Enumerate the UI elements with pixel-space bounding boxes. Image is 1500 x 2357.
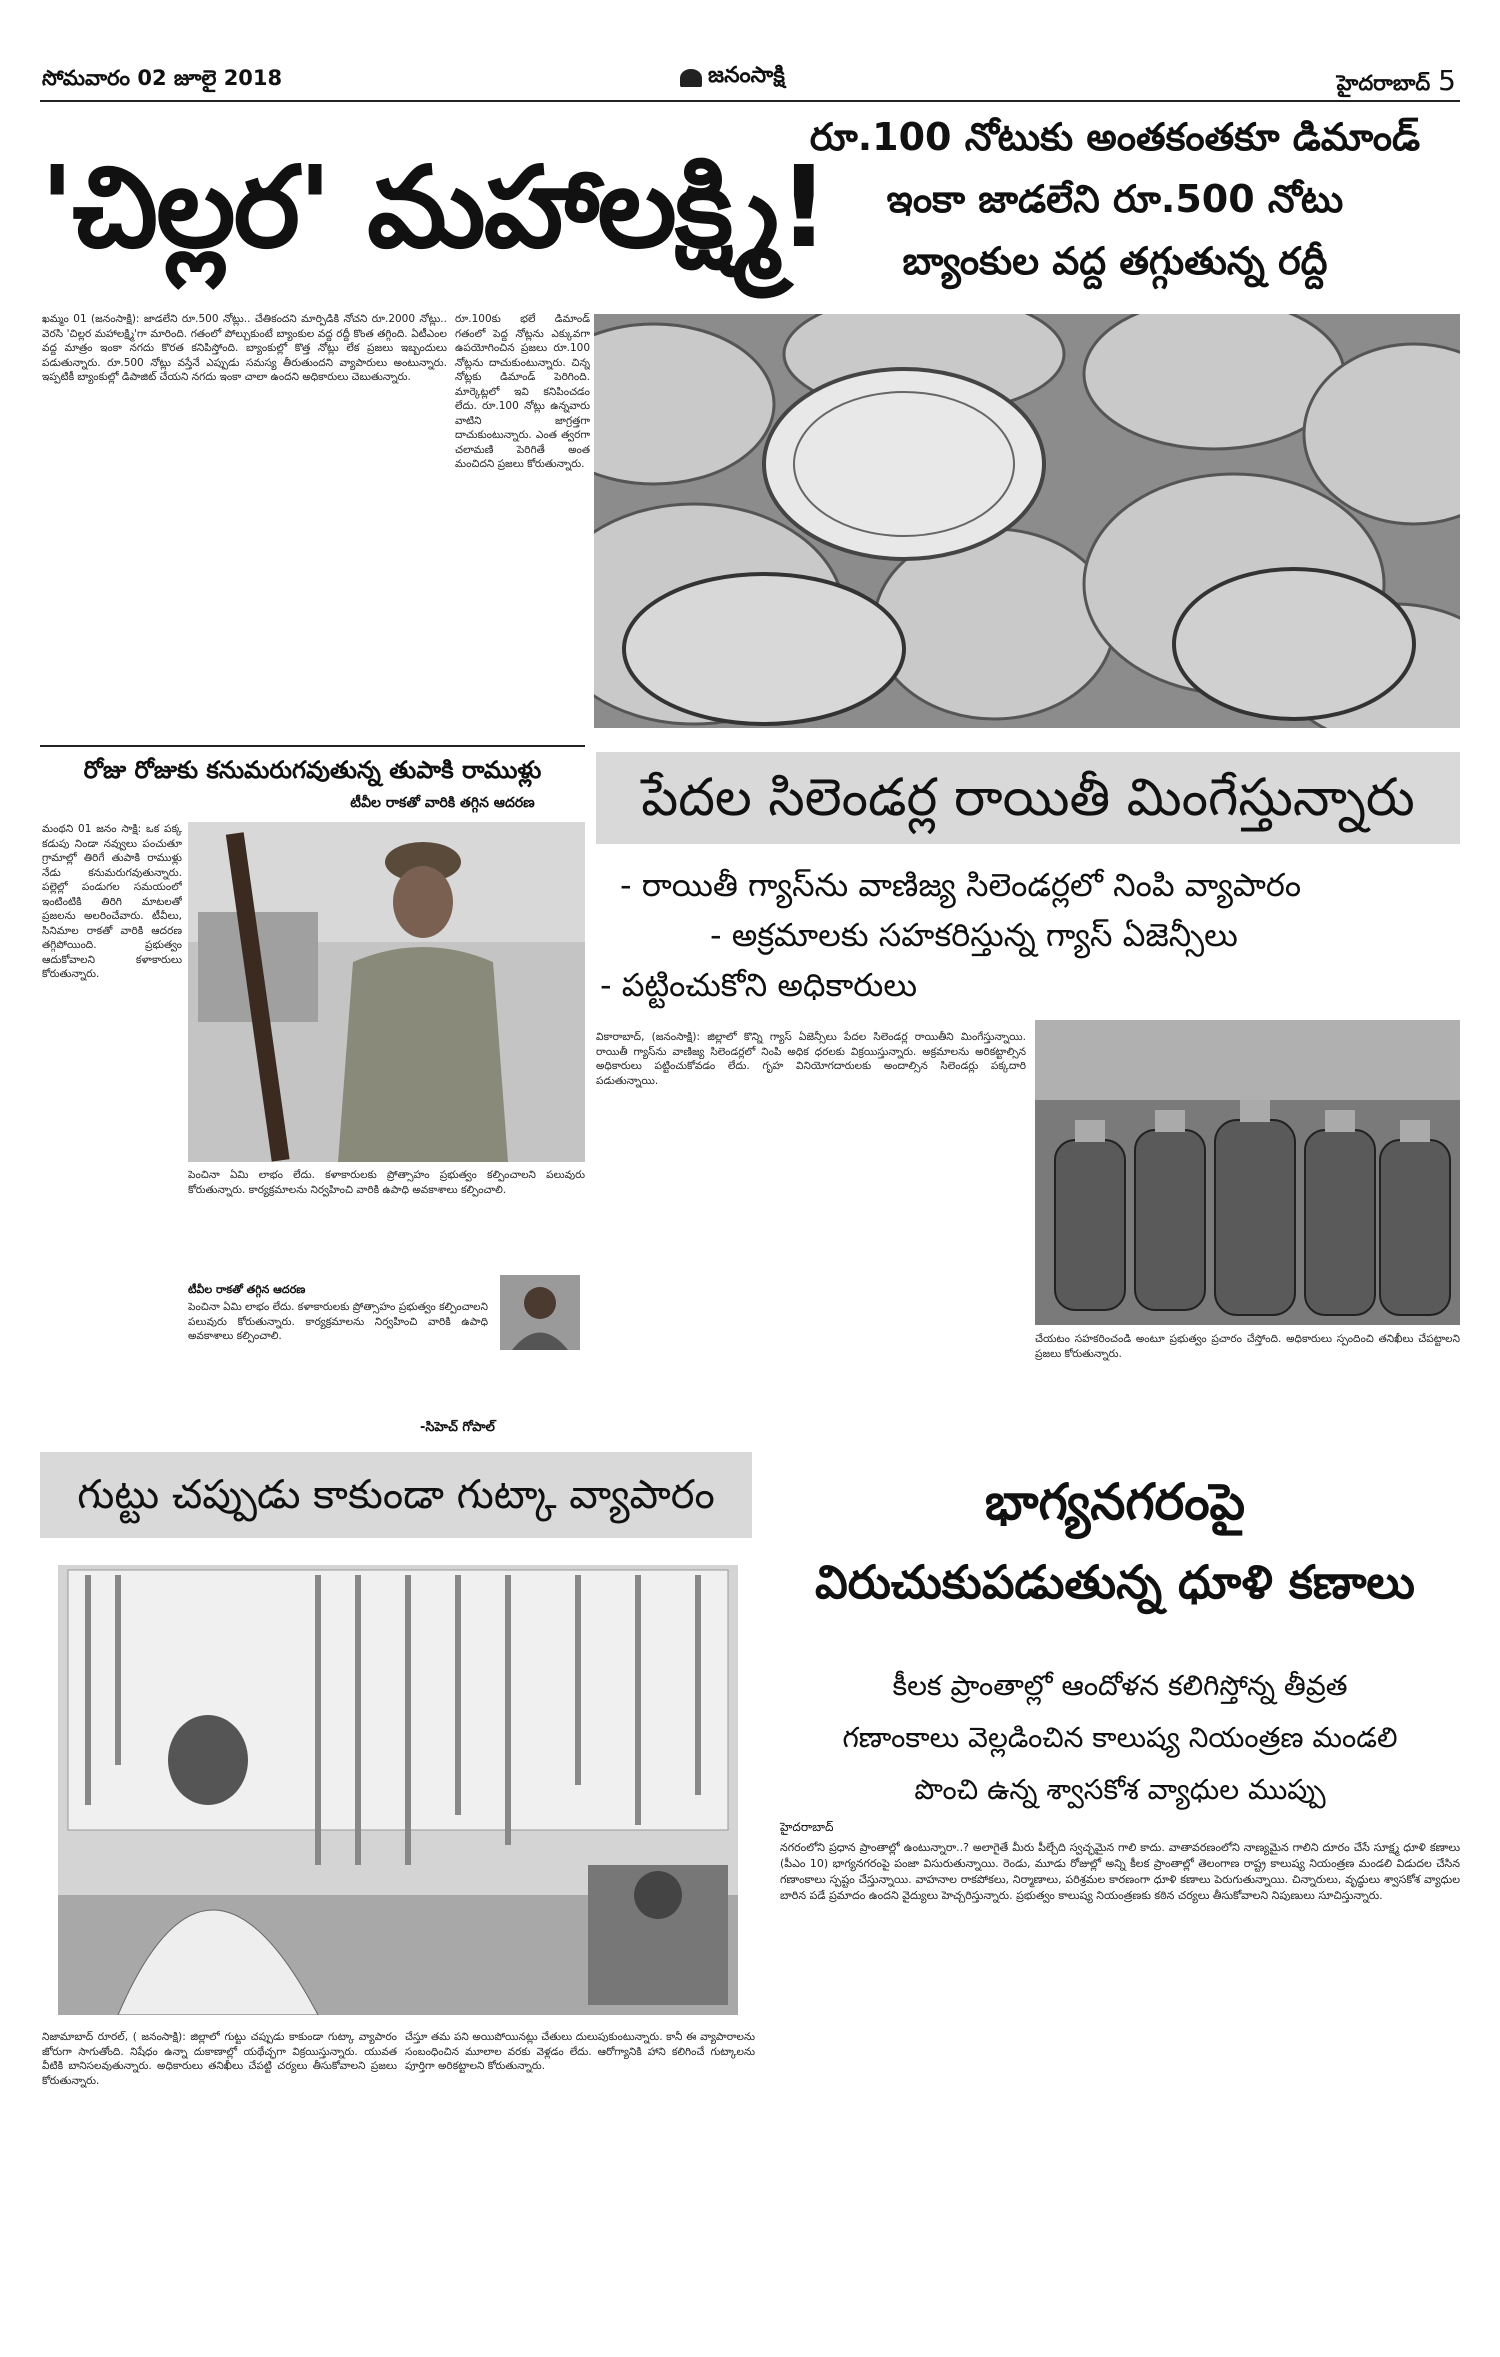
cylinders-image: [1035, 1020, 1460, 1325]
story-gutka-body: నిజామాబాద్ రూరల్, ( జనంసాక్షి): జిల్లాలో గుట్టు చప్పుడు కాకుండా గుట్కా వ్యాపారం జోరుగా సాగుతోంది. నిషేధం ఉన్నా దుకాణాల్లో యథేచ్ఛగా విక్రయిస్తున్నారు. యువత వీటికి బానిసలవుతున్నారు. అధికారులు తనిఖీలు చేపట్టి చర్యలు తీసుకోవాలని ప్రజలు కోరుతున్నారు.: [42, 2031, 397, 2087]
gutka-shop-photo: [58, 1565, 738, 2015]
story-dust-dateline: హైదరాబాద్: [780, 1820, 834, 1834]
story-cylinder-banner: [596, 752, 1460, 844]
folio-right: [1337, 64, 1456, 101]
coins-photo: [594, 314, 1460, 728]
bullet-3: - పట్టించుకోని అధికారులు: [600, 966, 918, 1004]
story-chillara-deck: [770, 106, 1460, 292]
reporter-image: [500, 1275, 580, 1350]
story-cylinder-headline: పేదల సిలెండర్ల రాయితీ మింగేస్తున్నారు: [641, 768, 1415, 828]
dust-headline-line2: విరుచుకుపడుతున్న ధూళి కణాలు: [815, 1555, 1415, 1609]
bullet-2: - అక్రమాలకు సహకరిస్తున్న గ్యాస్ ఏజెన్సీలు: [710, 916, 1238, 954]
ramullu-thumb-caption: [188, 1278, 488, 1299]
story-gutka-headline: గుట్టు చప్పుడు కాకుండా గుట్కా వ్యాపారం: [77, 1472, 715, 1518]
story-cylinder-body2: చేయటం సహకరించండి అంటూ ప్రభుత్వం ప్రచారం చేస్తోంది. అధికారులు స్పందించి తనిఖీలు చేపట్టాలని ప్రజలు కోరుతున్నారు.: [1035, 1333, 1460, 1360]
story-gutka-body2: చేస్తూ తమ పని అయిపోయినట్లు చేతులు దులుపుకుంటున్నారు. కానీ ఈ వ్యాపారాలను సంబంధించిన మూలాల వరకు వెళ్లడం లేదు. ఆరోగ్యానికి హాని కలిగించే గుట్కాలను పూర్తిగా అరికట్టాలని కోరుతున్నారు.: [405, 2031, 755, 2072]
story-ramullu-tail: పెంచినా ఏమి లాభం లేదు. కళాకారులకు ప్రోత్సాహం ప్రభుత్వం కల్పించాలని పలువురు కోరుతున్నారు. కార్యక్రమాలను నిర్వహించి వారికి ఉపాధి అవకాశాలు కల్పించాలి.: [188, 1301, 488, 1342]
paper-logo: [680, 64, 785, 92]
deck-line-3: బ్యాంకుల వద్ద తగ్గుతున్న రద్దీ: [902, 239, 1328, 283]
story-cylinder-bullets: [600, 860, 1460, 1010]
ramullu-image: [188, 822, 585, 1162]
story-ramullu-subhead: టీవీల రాకతో వారికి తగ్గిన ఆదరణ: [350, 795, 535, 811]
story-dust-body: నగరంలోని ప్రధాన ప్రాంతాల్లో ఉంటున్నారా..? అలాగైతే మీరు పీల్చేది స్వచ్ఛమైన గాలి కాదు. వాతావరణంలోని నాణ్యమైన గాలిని దూరం చేసే సూక్ష్మ ధూళి కణాలు (పీఎం 10) భాగ్యనగరంపై పంజా విసురుతున్నాయి. రెండు, మూడు రోజుల్లో అన్ని కీలక ప్రాంతాల్లో తెలంగాణ రాష్ట్ర కాలుష్య నియంత్రణ మండలి విడుదల చేసిన గణాంకాలు స్పష్టం చేస్తున్నాయి. వాహనాల రాకపోకలు, నిర్మాణాలు, పరిశ్రమల కారణంగా ధూళి కణాలు పెరుగుతున్నాయి. చిన్నారులు, వృద్ధులు శ్వాసకోశ వ్యాధుల బారిన పడే ప్రమాదం ఉందని వైద్యులు హెచ్చరిస్తున్నారు. ప్రభుత్వం కాలుష్య నియంత్రణకు కఠిన చర్యలు తీసుకోవాలని నిపుణులు సూచిస్తున్నారు.: [780, 1841, 1460, 1902]
coins-image: [594, 314, 1460, 728]
story-ramullu-byline: -సిహెచ్ గోపాల్: [420, 1420, 495, 1435]
issue-date: సోమవారం 02 జూలై 2018: [42, 66, 283, 90]
page-number: 5: [1438, 64, 1456, 97]
header-rule: [40, 100, 1460, 102]
story-chillara-body-left: ఖమ్మం 01 (జనంసాక్షి): జాడలేని రూ.500 నోట్లు.. చేతికందని మార్పిడికి నోచని రూ.2000 నోట్లు.. వెరసి 'చిల్లర మహాలక్ష్మి'గా మారింది. గతంలో పోల్చుకుంటే బ్యాంకుల వద్ద రద్దీ కొంత తగ్గింది. ఏటీఎంల వద్ద మాత్రం ఇంకా నగదు కొరత కనిపిస్తోంది. బ్యాంకుల్లో కొత్త నోట్లు లేక ప్రజలు ఇబ్బందులు పడుతున్నారు. రూ.500 నోట్లు వస్తేనే ఎప్పుడు సమస్య తీరుతుందని వ్యాపారులు అంటున్నారు. ఇప్పటికీ బ్యాంకుల్లో డిపాజిట్ చేయని నగదు ఇంకా చాలా ఉందని అధికారులు చెబుతున్నారు.: [42, 313, 447, 383]
logo-icon: [680, 69, 702, 87]
cylinders-photo: [1035, 1020, 1460, 1325]
story-dust-headline: [770, 1462, 1460, 1622]
dust-headline-line1: భాగ్యనగరంపై: [984, 1473, 1246, 1531]
story-ramullu-body2: పెంచినా ఏమి లాభం లేదు. కళాకారులకు ప్రోత్సాహం ప్రభుత్వం కల్పించాలని పలువురు కోరుతున్నారు. కార్యక్రమాలను నిర్వహించి వారికి ఉపాధి అవకాశాలు కల్పించాలి.: [188, 1169, 585, 1196]
city-name: హైదరాబాద్: [1336, 71, 1431, 95]
story-ramullu-body: మంథని 01 జనం సాక్షి: ఒక పక్క కడుపు నిండా నవ్వులు పంచుతూ గ్రామాల్లో తిరిగే తుపాకి రాముళ్లు నేడు కనుమరుగవుతున్నారు. పల్లెల్లో పండుగల సమయంలో ఇంటింటికి తిరిగి మాటలతో ప్రజలను అలరించేవారు. టీవీలు, సినిమాల రాకతో వారికి ఆదరణ తగ్గిపోయింది. ప్రభుత్వం ఆదుకోవాలని కళాకారులు కోరుతున్నారు.: [42, 823, 182, 980]
divider: [40, 745, 585, 747]
deck-line-1: రూ.100 నోటుకు అంతకంతకూ డిమాండ్: [809, 115, 1421, 159]
story-chillara-body-right: రూ.100కు భలే డిమాండ్ గతంలో పెద్ద నోట్లను ఎక్కువగా ఉపయోగించిన ప్రజలు రూ.100 నోట్లను దాచుకుంటున్నారు. చిన్న నోట్లకు డిమాండ్ పెరిగింది. మార్కెట్లలో ఇవి కనిపించడం లేదు. రూ.100 నోట్లు ఉన్నవారు వాటిని జాగ్రత్తగా దాచుకుంటున్నారు. ఎంత త్వరగా చలామణి పెరిగితే అంత మంచిదని ప్రజలు కోరుతున్నారు.: [455, 313, 590, 470]
gutka-shop-image: [58, 1565, 738, 2015]
story-chillara-headline: 'చిల్లర' మహాలక్ష్మి!: [40, 143, 828, 273]
deck-line-2: ఇంకా జాడలేని రూ.500 నోటు: [886, 177, 1344, 221]
dust-deck-2: గణాంకాలు వెల్లడించిన కాలుష్య నియంత్రణ మండలి: [842, 1721, 1398, 1754]
page-header: [40, 62, 1460, 98]
story-cylinder-body: వికారాబాద్, (జనంసాక్షి): జిల్లాలో కొన్ని గ్యాస్ ఏజెన్సీలు పేదల సిలెండర్ల రాయితీని మింగేస్తున్నాయి. రాయితీ గ్యాస్‌ను వాణిజ్య సిలెండర్లలో నింపి అధిక ధరలకు విక్రయిస్తున్నారు. అక్రమాలను అరికట్టాల్సిన అధికారులు పట్టించుకోవడం లేదు. గృహ వినియోగదారులకు అందాల్సిన సిలెండర్లు పక్కదారి పడుతున్నాయి.: [596, 1031, 1026, 1087]
bullet-1: - రాయితీ గ్యాస్‌ను వాణిజ్య సిలెండర్లలో నింపి వ్యాపారం: [620, 866, 1302, 904]
ramullu-thumb: [500, 1275, 580, 1350]
dust-deck-1: కీలక ప్రాంతాల్లో ఆందోళన కలిగిస్తోన్న తీవ్రత: [892, 1669, 1348, 1702]
story-gutka-banner: [40, 1452, 752, 1538]
dust-deck-3: పొంచి ఉన్న శ్వాసకోశ వ్యాధుల ముప్పు: [914, 1773, 1326, 1806]
story-dust-deck: [780, 1660, 1460, 1816]
paper-name: జనంసాక్షి: [708, 63, 785, 88]
ramullu-photo: [188, 822, 585, 1162]
photo-caption: టీవీల రాకతో తగ్గిన ఆదరణ: [188, 1283, 306, 1296]
story-ramullu-headline: రోజు రోజుకు కనుమరుగవుతున్న తుపాకి రాముళ్లు: [83, 756, 542, 784]
